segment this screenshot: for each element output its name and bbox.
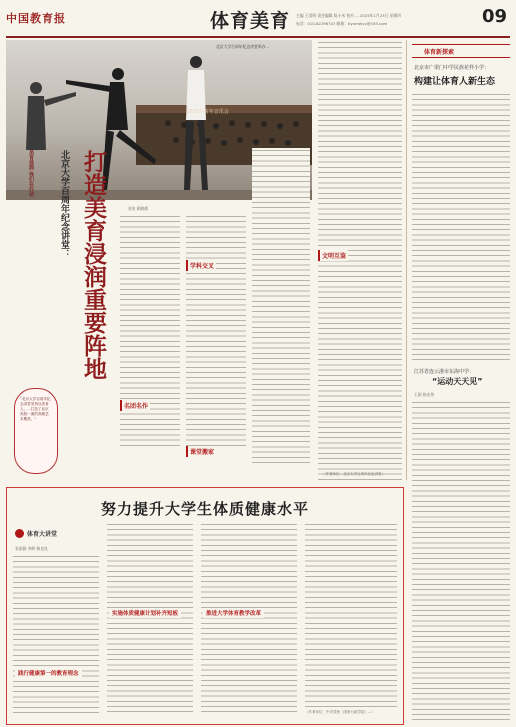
newspaper-logo: 中国教育报 (6, 12, 66, 25)
sidebar-story1-kicker: 北京市广渠门中学民族花样小学： (414, 65, 490, 71)
header-rule (6, 36, 510, 38)
photo-banner-text: 2025年新年音乐会 (186, 109, 229, 115)
bottom-story-headline: 努力提升大学生体质健康水平 (100, 500, 309, 518)
bottom-body-col3 (201, 522, 297, 716)
bottom-story-box (6, 487, 404, 725)
masthead (6, 4, 512, 38)
top-story-author-note: （作者单位：北京大学百周年纪念讲堂） (322, 472, 385, 476)
quote-text: “北京大学百周年纪念讲堂坚持以美育人，...打造了北京高校一流的高雅艺术殿堂。” (20, 397, 51, 421)
column-label-icon (15, 529, 24, 538)
sidebar-story2-byline: 王刚 陈宏伟 (414, 392, 435, 397)
sidebar-story2-body (412, 400, 510, 720)
sidebar-story1-body (412, 92, 510, 360)
subhead-civilization: 文明互鉴 (318, 250, 348, 261)
section-title: 体育美育 (210, 10, 291, 32)
subhead-classroom: 课堂搬家 (186, 446, 216, 457)
header-meta-line1: 主编 王爱明 责任编辑 陈小米 校对 ... 2025年1月23日 星期四 (296, 13, 401, 18)
top-body-col1 (120, 214, 180, 446)
top-body-col3 (252, 148, 310, 464)
sidebar-story2-kicker: 江苏省连云港市东海中学： (414, 369, 475, 375)
bottom-subhead-3: 推进大学体育教学改革 (203, 608, 264, 618)
header-meta-line2: 电话：010-82296747 邮箱：tiyumeiyu@163.com (296, 21, 388, 26)
photo-caption: 北京大学百周年纪念讲堂举办... (216, 44, 269, 49)
top-body-col2 (186, 214, 246, 446)
column-label (15, 528, 75, 542)
top-story-headline: 打造美育浸润重要阵地 (80, 150, 106, 380)
subhead-famous-works: 名团名作 (120, 400, 150, 411)
bottom-story-byline: 张丽娟 李辉 韩良良 (15, 546, 48, 551)
page-number: 09 (482, 6, 508, 27)
sidebar-section-text: 体育新探索 (424, 49, 455, 56)
sidebar-section-label (412, 44, 510, 58)
top-story-kicker: 北京大学百周年纪念讲堂： (59, 150, 69, 258)
sidebar-story2-title: “运动天天见” (432, 377, 483, 386)
bottom-subhead-2: 实施体质健康计划补齐短板 (109, 608, 181, 618)
sidebar-story1-title: 构建让体育人新生态 (414, 77, 496, 87)
bottom-body-col2 (107, 522, 193, 716)
quote-box (14, 388, 58, 474)
column-label-text: 体育大讲堂 (27, 531, 58, 538)
sidebar-divider (406, 40, 407, 480)
bottom-subhead-1: 践行健康第一的教育理念 (15, 668, 82, 678)
subhead-interdisciplinary: 学科交叉 (186, 260, 216, 271)
bottom-body-col1 (13, 554, 99, 716)
bottom-story-author-note: （作者单位：中央党校（国家行政学院）...） (305, 710, 375, 714)
series-tag (28, 150, 42, 220)
top-story-byline: 张泉 顾晓敏 (128, 206, 149, 211)
bottom-body-col4 (305, 522, 397, 708)
series-tag-text: 美育浸润 我们在行动 (28, 150, 34, 197)
